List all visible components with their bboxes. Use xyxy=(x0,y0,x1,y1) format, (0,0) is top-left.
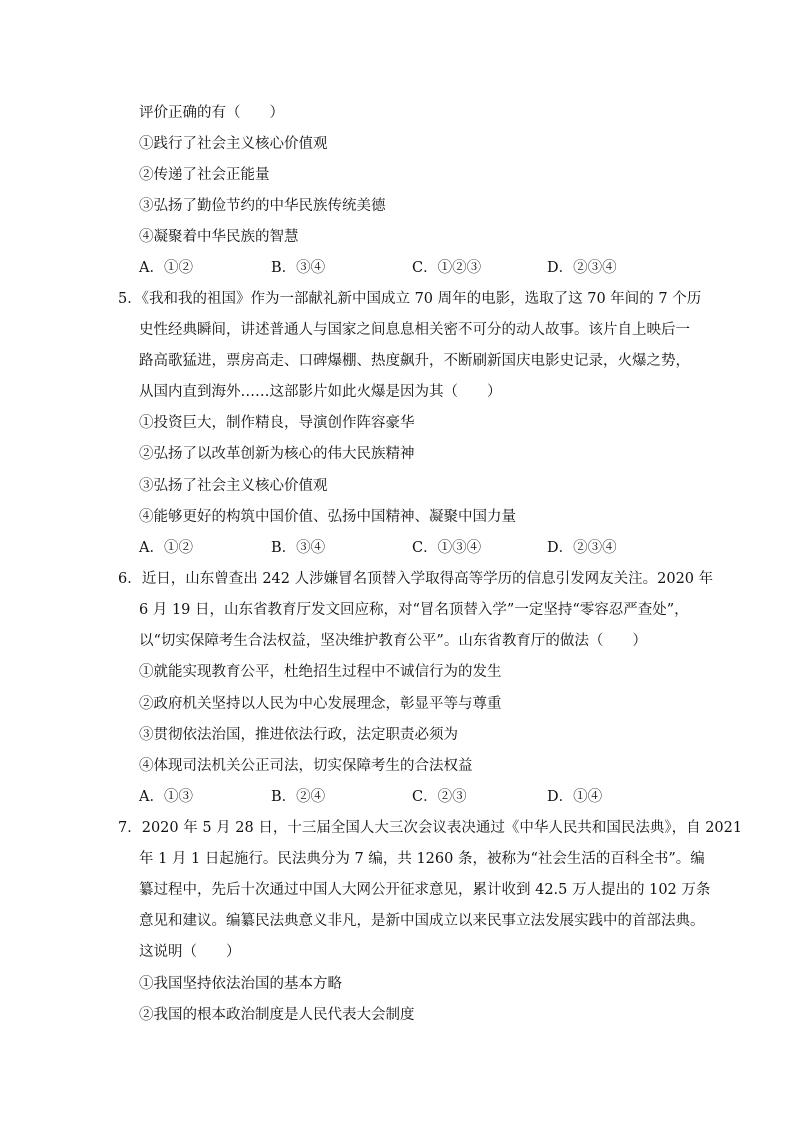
q4-stem-tail: 评价正确的有（ ） xyxy=(139,105,284,121)
q6-stem-line-2: 6 月 19 日，山东省教育厅发文回应称，对“冒名顶替入学”一定坚持“零容忍严查处”， xyxy=(139,602,689,618)
q5-option-b: B．③④ xyxy=(271,540,326,556)
q4-option-b: B．③④ xyxy=(271,260,326,276)
q5-option-a: A．①② xyxy=(139,540,193,556)
q5-option-c: C．①③④ xyxy=(412,540,482,556)
q4-item-3: ③弘扬了勤俭节约的中华民族传统美德 xyxy=(139,198,386,214)
q6-stem-line-1: 6．近日，山东曾查出 242 人涉嫌冒名顶替入学取得高等学历的信息引发网友关注。2020 年 xyxy=(118,571,714,587)
q7-stem-line-5: 这说明（ ） xyxy=(139,944,241,960)
q6-stem-line-3: 以“切实保障考生合法权益，坚决维护教育公平”。山东省教育厅的做法（ ） xyxy=(139,633,647,649)
q7-stem-line-1: 7．2020 年 5 月 28 日，十三届全国人大三次会议表决通过《中华人民共和国民法典》，自 2021 xyxy=(118,820,743,836)
q6-item-2: ②政府机关坚持以人民为中心发展理念，彰显平等与尊重 xyxy=(139,696,502,712)
q6-option-c: C．②③ xyxy=(412,789,467,805)
q6-item-4: ④体现司法机关公正司法，切实保障考生的合法权益 xyxy=(139,758,473,774)
q5-option-d: D．②③④ xyxy=(547,540,617,556)
q6-item-1: ①就能实现教育公平，杜绝招生过程中不诚信行为的发生 xyxy=(139,664,502,680)
q5-item-2: ②弘扬了以改革创新为核心的伟大民族精神 xyxy=(139,446,415,462)
q4-option-c: C．①②③ xyxy=(412,260,482,276)
q6-option-a: A．①③ xyxy=(139,789,193,805)
q5-item-1: ①投资巨大，制作精良，导演创作阵容豪华 xyxy=(139,415,415,431)
q5-stem-line-1: 5．《我和我的祖国》作为一部献礼新中国成立 70 周年的电影，选取了这 70 年间的 7 个历 xyxy=(118,291,702,307)
q6-option-d: D．①④ xyxy=(547,789,603,805)
q5-stem-line-3: 路高歌猛进，票房高走、口碑爆棚、热度飙升，不断刷新国庆电影史记录，火爆之势， xyxy=(139,353,690,369)
q5-stem-line-4: 从国内直到海外……这部影片如此火爆是因为其（ ） xyxy=(139,384,502,400)
q7-stem-line-4: 意见和建议。编纂民法典意义非凡，是新中国成立以来民事立法发展实践中的首部法典。 xyxy=(139,913,705,929)
q5-item-4: ④能够更好的构筑中国价值、弘扬中国精神、凝聚中国力量 xyxy=(139,509,516,525)
q6-item-3: ③贯彻依法治国，推进依法行政，法定职责必须为 xyxy=(139,727,458,743)
q7-item-2: ②我国的根本政治制度是人民代表大会制度 xyxy=(139,1007,415,1023)
q4-option-d: D．②③④ xyxy=(547,260,617,276)
q7-stem-line-3: 纂过程中，先后十次通过中国人大网公开征求意见，累计收到 42.5 万人提出的 102 万条 xyxy=(139,882,711,898)
q4-item-1: ①践行了社会主义核心价值观 xyxy=(139,136,328,152)
q4-item-2: ②传递了社会正能量 xyxy=(139,167,270,183)
q6-option-b: B．②④ xyxy=(271,789,326,805)
q7-stem-line-2: 年 1 月 1 日起施行。民法典分为 7 编，共 1260 条，被称为“社会生活的百科全书”。编 xyxy=(139,851,705,867)
q5-stem-line-2: 史性经典瞬间，讲述普通人与国家之间息息相关密不可分的动人故事。该片自上映后一 xyxy=(139,322,690,338)
q7-item-1: ①我国坚持依法治国的基本方略 xyxy=(139,976,342,992)
q4-option-a: A．①② xyxy=(139,260,193,276)
q4-item-4: ④凝聚着中华民族的智慧 xyxy=(139,229,299,245)
q5-item-3: ③弘扬了社会主义核心价值观 xyxy=(139,478,328,494)
